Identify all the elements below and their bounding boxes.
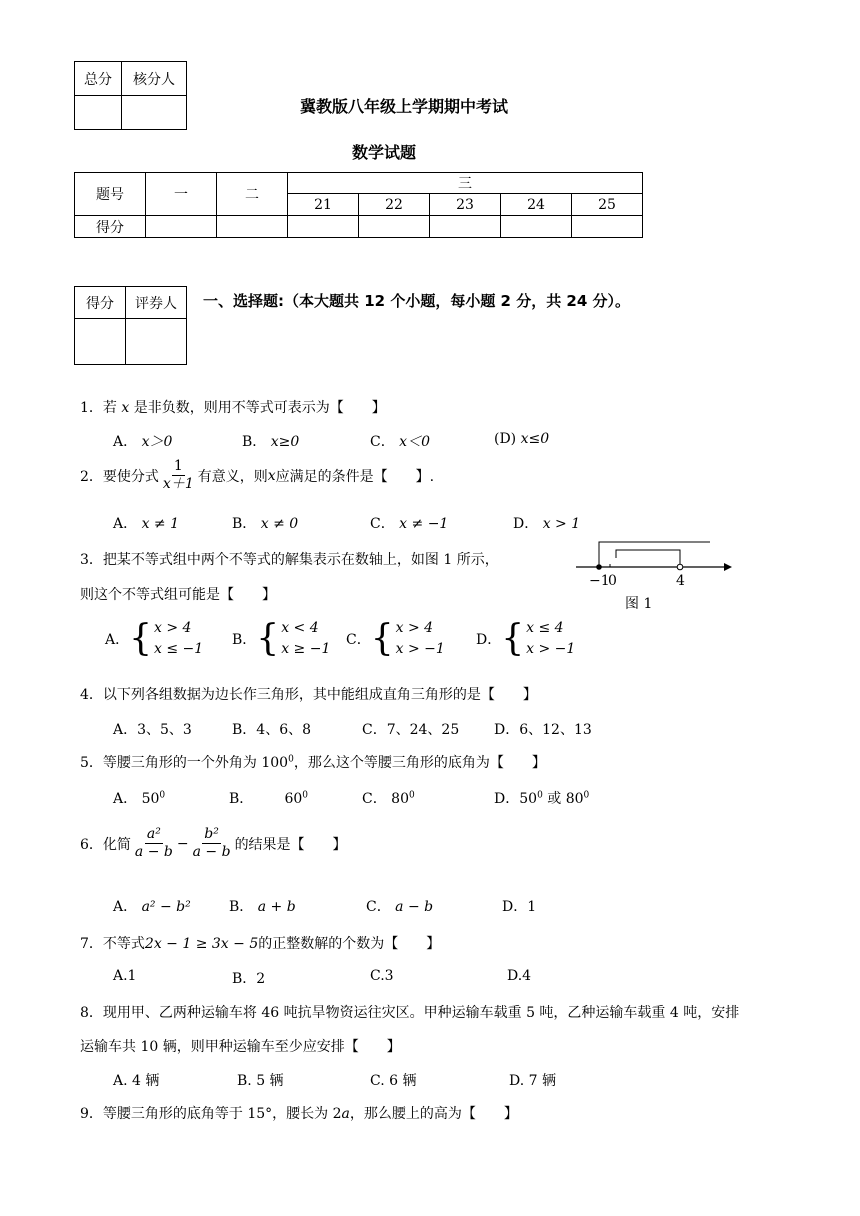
q6-option-a: A． a² − b²: [113, 899, 191, 915]
column-one: 一: [146, 173, 217, 216]
question-6: 6．化简 $\frac{\text{a²}}{a - b}$ − $\frac{\text{b²}}{a - b}$ 的结果是【 】: [80, 826, 347, 860]
q5-option-d: D．$50^0$ 或 $80^0$: [494, 790, 590, 807]
q1-var: x: [121, 400, 130, 416]
q8-option-b: B. 5 辆: [237, 1073, 284, 1089]
total-score-header: 总分: [75, 62, 122, 96]
score-cell: [572, 216, 643, 238]
column-two: 二: [217, 173, 288, 216]
question-4: 4．以下列各组数据为边长作三角形，其中能组成直角三角形的是【 】: [80, 687, 537, 703]
column-three: 三: [288, 173, 643, 194]
q7-option-c: C.3: [370, 968, 394, 984]
q6-option-b: B． a + b: [229, 899, 296, 915]
question-8-line-1: 8．现用甲、乙两种运输车将 46 吨抗旱物资运往灾区。甲种运输车载重 5 吨，乙种运输车载重 4 吨，安排: [80, 1005, 740, 1021]
score-cell: [217, 216, 288, 238]
q2-var: x: [267, 467, 276, 484]
closed-point: [596, 564, 602, 570]
section-score-header: 得分: [75, 287, 126, 319]
q8-option-c: C. 6 辆: [370, 1073, 417, 1089]
q3-option-a: A． { x > 4 x ≤ −1: [105, 618, 204, 659]
label-zero: 0: [608, 573, 617, 589]
q1-stem-a: 1．若: [80, 400, 122, 416]
q4-option-a: A．3、5、3: [113, 722, 192, 738]
section-score-box: [74, 286, 187, 365]
axis-arrow: [724, 563, 732, 571]
q2-option-a: A． x ≠ 1: [113, 516, 180, 532]
total-score-box: [74, 61, 187, 130]
q4-option-b: B．4、6、8: [232, 722, 312, 738]
score-cell: [288, 216, 359, 238]
label-four: 4: [676, 573, 685, 589]
question-2: [80, 458, 434, 493]
solution-bracket-right: [616, 550, 680, 567]
grader-cell: [126, 319, 187, 365]
q2-option-b: B． x ≠ 0: [232, 516, 299, 532]
q2-stem-c: 应满足的条件是【 】.: [275, 468, 435, 485]
grader-header: 评券人: [126, 287, 187, 319]
page-title: 冀教版八年级上学期期中考试: [300, 97, 509, 116]
q2-option-d: D． x > 1: [513, 516, 581, 532]
question-7: 7．不等式2x − 1 ≥ 3x − 5的正整数解的个数为【 】: [80, 936, 441, 952]
figure-caption: 图 1: [625, 596, 653, 612]
q6-option-d: D．1: [502, 899, 537, 915]
score-cell: [430, 216, 501, 238]
q5-option-a: A． $50^0$: [113, 790, 166, 807]
page-subtitle: 数学试题: [352, 143, 417, 162]
open-point: [677, 564, 683, 570]
score-table: [74, 172, 643, 238]
q4-option-d: D．6、12、13: [494, 722, 592, 738]
q3-option-c: C． { x > 4 x > −1: [346, 618, 445, 659]
checker-cell: [122, 96, 187, 130]
q1-option-d: (D) x≤0: [494, 431, 550, 447]
section-score-cell: [75, 319, 126, 365]
q2-stem-b: 有意义，则: [197, 468, 268, 485]
q2-option-c: C． x ≠ −1: [370, 516, 449, 532]
q1-option-b: B． x≥0: [242, 434, 300, 450]
q4-option-c: C．7、24、25: [362, 722, 460, 738]
q6-fraction-1: $\frac{\text{a²}}{a - b}$: [134, 826, 173, 860]
q7-option-a: A.1: [113, 968, 137, 984]
q6-fraction-2: $\frac{\text{b²}}{a - b}$: [192, 826, 231, 860]
q3-option-b: B． { x < 4 x ≥ −1: [232, 618, 331, 659]
question-8-line-2: 运输车共 10 辆，则甲种运输车至少应安排【 】: [80, 1039, 401, 1055]
question-3-line-1: 3．把某不等式组中两个不等式的解集表示在数轴上，如图 1 所示，: [80, 552, 499, 568]
q7-option-b: B．2: [232, 971, 266, 987]
score-cell: [501, 216, 572, 238]
score-cell: [146, 216, 217, 238]
label-minus-one: −1: [589, 573, 610, 589]
section-heading: 一、选择题:（本大题共 12 个小题，每小题 2 分，共 24 分）。: [203, 292, 631, 310]
q3-option-d: D． { x ≤ 4 x > −1: [476, 618, 576, 659]
question-1: [80, 397, 386, 417]
q5-option-b: B． $60^0$: [229, 790, 309, 807]
question-3-line-2: 则这个不等式组可能是【 】: [80, 587, 276, 603]
q8-option-d: D. 7 辆: [509, 1073, 556, 1089]
score-cell: [359, 216, 430, 238]
question-9: 9．等腰三角形的底角等于 15°，腰长为 2a，那么腰上的高为【 】: [80, 1106, 518, 1122]
total-score-cell: [75, 96, 122, 130]
sub-column: 23: [430, 194, 501, 216]
q2-fraction: $\frac{1}{x+1}$: [162, 458, 194, 492]
checker-header: 核分人: [122, 62, 187, 96]
q2-stem-a: 2．要使分式: [80, 468, 159, 485]
sub-column: 24: [501, 194, 572, 216]
question-number-label: 题号: [75, 173, 146, 216]
q1-option-c: C． x＜0: [370, 434, 430, 450]
q6-option-c: C． a − b: [366, 899, 434, 915]
sub-column: 21: [288, 194, 359, 216]
q5-option-c: C． $80^0$: [362, 790, 415, 807]
question-5: 5．等腰三角形的一个外角为 $100^0$，那么这个等腰三角形的底角为【 】: [80, 754, 546, 771]
score-label: 得分: [75, 216, 146, 238]
q8-option-a: A. 4 辆: [113, 1073, 160, 1089]
sub-column: 25: [572, 194, 643, 216]
sub-column: 22: [359, 194, 430, 216]
q1-stem-b: 是非负数，则用不等式可表示为【 】: [129, 400, 386, 416]
q1-option-a: A． x＞0: [113, 434, 173, 450]
q7-option-d: D.4: [507, 968, 532, 984]
